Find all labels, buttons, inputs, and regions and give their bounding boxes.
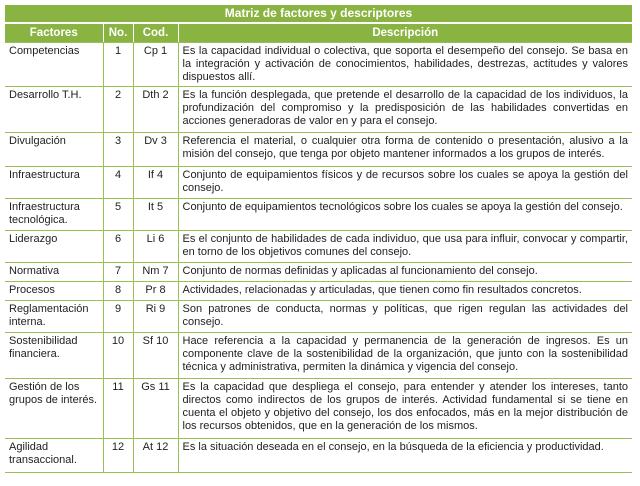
table-row <box>5 282 632 301</box>
cell-factor: Gestión de los grupos de interés. <box>5 379 103 439</box>
table-row <box>5 333 632 379</box>
cell-cod: Li 6 <box>133 231 178 263</box>
cell-descripcion: Es la función desplegada, que pretende el desarrollo de la capacidad de los individuos, la profundización del compromiso y la predisposición de las habilidades convertidas en acciones generadoras de valor en y para el consejo. <box>178 87 632 133</box>
cell-cod: If 4 <box>133 167 178 199</box>
cell-no: 10 <box>103 333 133 379</box>
cell-descripcion: Conjunto de equipamientos tecnológicos sobre los cuales se apoya la gestión del consejo. <box>178 199 632 231</box>
table-row <box>5 43 632 87</box>
cell-cod: At 12 <box>133 439 178 473</box>
factors-table <box>5 24 632 473</box>
cell-descripcion: Conjunto de normas definidas y aplicadas al funcionamiento del consejo. <box>178 263 632 282</box>
table-row <box>5 301 632 333</box>
cell-descripcion: Referencia el material, o cualquier otra forma de contenido o presentación, alusivo a la misión del consejo, que tenga por objeto mantener informados a los grupos de interés. <box>178 133 632 167</box>
cell-no: 11 <box>103 379 133 439</box>
cell-factor: Infraestructura tecnológica. <box>5 199 103 231</box>
cell-factor: Reglamentación interna. <box>5 301 103 333</box>
cell-descripcion: Es la capacidad individual o colectiva, que soporta el desempeño del consejo. Se basa en la integración y activación de conocimientos, habilidades, destrezas, actitudes y valores dispuestos allí. <box>178 43 632 87</box>
table-row <box>5 167 632 199</box>
cell-factor: Infraestructura <box>5 167 103 199</box>
header-no: No. <box>103 24 133 43</box>
cell-no: 2 <box>103 87 133 133</box>
cell-cod: Sf 10 <box>133 333 178 379</box>
cell-descripcion: Conjunto de equipamientos físicos y de recursos sobre los cuales se apoya la gestión del consejo. <box>178 167 632 199</box>
cell-cod: It 5 <box>133 199 178 231</box>
cell-factor: Desarrollo T.H. <box>5 87 103 133</box>
header-factores: Factores <box>5 24 103 43</box>
cell-descripcion: Es el conjunto de habilidades de cada individuo, que usa para influir, convocar y compartir, en torno de los objetivos comunes del consejo. <box>178 231 632 263</box>
cell-descripcion: Actividades, relacionadas y articuladas, que tienen como fin resultados concretos. <box>178 282 632 301</box>
table-body <box>5 43 632 473</box>
cell-cod: Ri 9 <box>133 301 178 333</box>
cell-factor: Sostenibilidad financiera. <box>5 333 103 379</box>
cell-no: 3 <box>103 133 133 167</box>
table-row <box>5 87 632 133</box>
table-row <box>5 231 632 263</box>
cell-cod: Gs 11 <box>133 379 178 439</box>
cell-factor: Divulgación <box>5 133 103 167</box>
cell-descripcion: Son patrones de conducta, normas y políticas, que rigen regulan las actividades del consejo. <box>178 301 632 333</box>
cell-descripcion: Es la situación deseada en el consejo, en la búsqueda de la eficiencia y productividad. <box>178 439 632 473</box>
cell-descripcion: Hace referencia a la capacidad y permanencia de la generación de ingresos. Es un componente clave de la sostenibilidad de la organización, que junto con la sostenibilidad técnica y administrativa, permiten la dinámica y vigencia del consejo. <box>178 333 632 379</box>
cell-factor: Normativa <box>5 263 103 282</box>
header-cod: Cod. <box>133 24 178 43</box>
table-row <box>5 379 632 439</box>
cell-factor: Liderazgo <box>5 231 103 263</box>
cell-no: 5 <box>103 199 133 231</box>
header-row <box>5 24 632 43</box>
table-title: Matriz de factores y descriptores <box>5 5 632 22</box>
cell-no: 1 <box>103 43 133 87</box>
cell-cod: Pr 8 <box>133 282 178 301</box>
header-descripcion: Descripción <box>178 24 632 43</box>
cell-cod: Nm 7 <box>133 263 178 282</box>
table-row <box>5 199 632 231</box>
cell-no: 9 <box>103 301 133 333</box>
cell-descripcion: Es la capacidad que despliega el consejo, para entender y atender los intereses, tanto directos como indirectos de los grupos de interés. Actividad fundamental si se tiene en cuenta el objeto y objetivo del consejo, los dos enfocados, más en la mejor distribución de los recursos obtenidos, que en la generación de los mismos. <box>178 379 632 439</box>
cell-factor: Procesos <box>5 282 103 301</box>
table-row <box>5 439 632 473</box>
cell-no: 12 <box>103 439 133 473</box>
cell-factor: Competencias <box>5 43 103 87</box>
cell-cod: Cp 1 <box>133 43 178 87</box>
cell-cod: Dv 3 <box>133 133 178 167</box>
cell-no: 4 <box>103 167 133 199</box>
cell-factor: Agilidad transaccional. <box>5 439 103 473</box>
cell-cod: Dth 2 <box>133 87 178 133</box>
table-row <box>5 133 632 167</box>
cell-no: 7 <box>103 263 133 282</box>
cell-no: 6 <box>103 231 133 263</box>
table-row <box>5 263 632 282</box>
cell-no: 8 <box>103 282 133 301</box>
